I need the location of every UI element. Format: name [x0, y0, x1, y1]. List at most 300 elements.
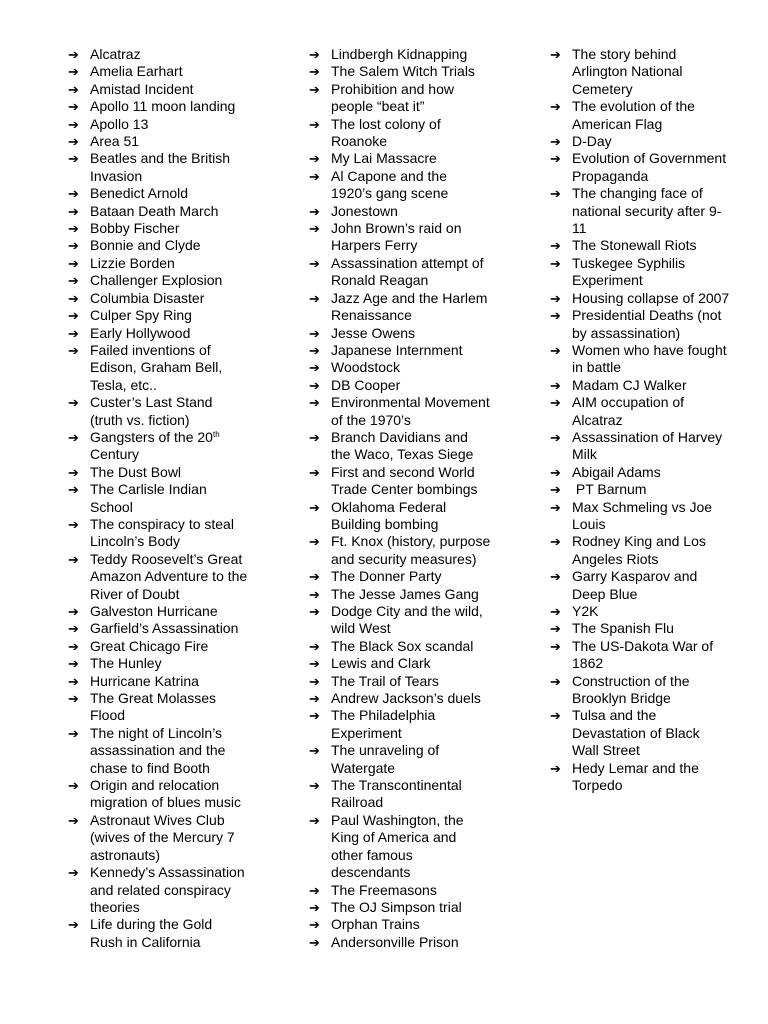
list-item-text	[331, 916, 491, 933]
list-item-text	[331, 377, 491, 394]
arrow-bullet-icon: ➔	[68, 81, 79, 97]
list-item-text	[90, 203, 248, 220]
list-item-label: The story behind Arlington National Cemetery	[572, 46, 687, 97]
list-item-text	[572, 481, 730, 498]
arrow-bullet-icon: ➔	[68, 255, 79, 271]
list-item	[309, 603, 491, 638]
list-item-text	[572, 307, 730, 342]
arrow-bullet-icon: ➔	[550, 377, 561, 393]
list-item	[309, 812, 491, 882]
arrow-bullet-icon: ➔	[68, 673, 79, 689]
list-item-text	[90, 325, 248, 342]
list-item-label: Astronaut Wives Club (wives of the Mercury 7 astronauts)	[90, 811, 239, 863]
list-item-label: Construction of the Brooklyn Bridge	[572, 672, 694, 707]
list-item	[550, 464, 730, 481]
arrow-bullet-icon: ➔	[309, 934, 320, 950]
list-item-label: The conspiracy to steal Lincoln’s Body	[90, 515, 238, 550]
list-item-text	[90, 272, 248, 289]
list-item	[550, 307, 730, 342]
list-item-text	[572, 620, 730, 637]
list-item-label: Bonnie and Clyde	[90, 237, 201, 254]
list-item-text	[90, 603, 248, 620]
list-item-label: The OJ Simpson trial	[331, 898, 462, 915]
arrow-bullet-icon: ➔	[309, 168, 320, 184]
arrow-bullet-icon: ➔	[68, 238, 79, 254]
arrow-bullet-icon: ➔	[309, 429, 320, 445]
arrow-bullet-icon: ➔	[68, 865, 79, 881]
list-item-text	[331, 255, 491, 290]
arrow-bullet-icon: ➔	[550, 47, 561, 62]
arrow-bullet-icon: ➔	[68, 464, 79, 480]
list-item	[309, 168, 491, 203]
list-item-label: My Lai Massacre	[331, 150, 437, 167]
arrow-bullet-icon: ➔	[309, 656, 320, 672]
arrow-bullet-icon: ➔	[550, 186, 561, 202]
list-item-label: Bobby Fischer	[90, 220, 180, 237]
arrow-bullet-icon: ➔	[68, 325, 79, 341]
list-item-text	[331, 673, 491, 690]
list-item-label: Origin and relocation migration of blues music	[90, 777, 241, 811]
arrow-bullet-icon: ➔	[550, 464, 561, 480]
list-item-label: Japanese Internment	[331, 341, 463, 358]
arrow-bullet-icon: ➔	[309, 342, 320, 358]
list-item-text	[331, 116, 491, 151]
arrow-bullet-icon: ➔	[309, 64, 320, 80]
list-item-label: Life during the Gold Rush in California	[90, 916, 217, 950]
list-item-text	[331, 707, 491, 742]
list-item-label: The Hunley	[90, 655, 162, 672]
arrow-bullet-icon: ➔	[68, 151, 79, 167]
list-item-text	[331, 899, 491, 916]
list-item	[550, 133, 730, 150]
arrow-bullet-icon: ➔	[68, 308, 79, 324]
arrow-bullet-icon: ➔	[309, 81, 320, 97]
list-item-label: John Brown’s raid on Harpers Ferry	[331, 220, 466, 254]
list-item	[68, 394, 248, 429]
arrow-bullet-icon: ➔	[309, 778, 320, 794]
list-item-label: Branch Davidians and the Waco, Texas Siege	[331, 428, 474, 463]
list-item-text	[90, 777, 248, 812]
arrow-bullet-icon: ➔	[309, 604, 320, 619]
list-item-label: Rodney King and Los Angeles Riots	[572, 533, 709, 567]
list-item	[309, 916, 491, 933]
arrow-bullet-icon: ➔	[550, 708, 561, 724]
list-item-label: Hurricane Katrina	[90, 672, 199, 689]
arrow-bullet-icon: ➔	[550, 134, 561, 150]
list-item	[68, 63, 248, 80]
list-item	[309, 707, 491, 742]
list-item-text	[90, 864, 248, 916]
list-item	[68, 98, 248, 115]
list-item-text	[572, 394, 730, 429]
list-item-label: Failed inventions of Edison, Graham Bell, Tesla, etc..	[90, 341, 226, 393]
list-item-label: The Salem Witch Trials	[331, 63, 475, 80]
arrow-bullet-icon: ➔	[309, 708, 320, 724]
list-item-text	[572, 533, 730, 568]
list-item-label: Teddy Roosevelt’s Great Amazon Adventure to the River of Doubt	[90, 550, 252, 602]
list-item	[68, 307, 248, 324]
list-item-text	[90, 812, 248, 864]
arrow-bullet-icon: ➔	[309, 325, 320, 341]
arrow-bullet-icon: ➔	[550, 604, 561, 619]
arrow-bullet-icon: ➔	[68, 638, 79, 654]
list-item-text	[572, 46, 730, 98]
list-item-label: Andersonville Prison	[331, 933, 459, 950]
arrow-bullet-icon: ➔	[68, 64, 79, 80]
list-item-text	[331, 325, 491, 342]
list-item-text	[572, 638, 730, 673]
list-item-label-continued: Century	[90, 428, 224, 463]
arrow-bullet-icon: ➔	[68, 221, 79, 237]
list-item-text	[331, 655, 491, 672]
list-item	[68, 464, 248, 481]
list-item	[68, 620, 248, 637]
list-item	[550, 620, 730, 637]
list-item-label: Madam CJ Walker	[572, 376, 687, 393]
arrow-bullet-icon: ➔	[550, 290, 561, 306]
list-item-text	[90, 481, 248, 516]
list-item	[309, 150, 491, 167]
list-item	[68, 342, 248, 394]
list-item-label: Tuskegee Syphilis Experiment	[572, 254, 689, 289]
list-item	[550, 568, 730, 603]
arrow-bullet-icon: ➔	[309, 377, 320, 393]
arrow-bullet-icon: ➔	[309, 743, 320, 759]
list-item-text	[331, 586, 491, 603]
arrow-bullet-icon: ➔	[68, 186, 79, 202]
list-item-label: AIM occupation of Alcatraz	[572, 394, 688, 428]
list-item-text	[331, 63, 491, 80]
list-item-label: Andrew Jackson’s duels	[331, 690, 481, 707]
list-item-label: Jonestown	[331, 202, 398, 219]
list-item-label: Al Capone and the 1920’s gang scene	[331, 167, 451, 202]
list-item-label: The evolution of the American Flag	[572, 98, 699, 132]
list-item-text	[572, 133, 730, 150]
list-item	[309, 742, 491, 777]
arrow-bullet-icon: ➔	[68, 917, 79, 933]
arrow-bullet-icon: ➔	[68, 47, 79, 62]
list-item-text	[90, 116, 248, 133]
list-item-text	[572, 150, 730, 185]
list-item	[68, 203, 248, 220]
arrow-bullet-icon: ➔	[309, 638, 320, 654]
list-item	[309, 882, 491, 899]
list-item	[68, 133, 248, 150]
list-item-text	[572, 342, 730, 377]
list-item	[68, 916, 248, 951]
arrow-bullet-icon: ➔	[309, 464, 320, 480]
arrow-bullet-icon: ➔	[550, 151, 561, 167]
arrow-bullet-icon: ➔	[550, 621, 561, 637]
arrow-bullet-icon: ➔	[309, 116, 320, 132]
list-item-text	[90, 307, 248, 324]
list-item	[550, 185, 730, 237]
list-item	[309, 359, 491, 376]
list-item	[68, 481, 248, 516]
list-item-text	[90, 237, 248, 254]
list-item-label: Lewis and Clark	[331, 655, 431, 672]
list-item-text	[331, 359, 491, 376]
list-item	[309, 464, 491, 499]
list-item-text	[90, 133, 248, 150]
list-item	[309, 777, 491, 812]
list-item-label: Presidential Deaths (not by assassination)	[572, 307, 726, 341]
arrow-bullet-icon: ➔	[68, 725, 79, 741]
list-item	[68, 690, 248, 725]
ordinal-superscript: th	[212, 429, 220, 439]
list-item	[68, 725, 248, 777]
arrow-bullet-icon: ➔	[309, 395, 320, 411]
list-item-text	[331, 464, 491, 499]
list-item-label: Amistad Incident	[90, 80, 194, 97]
list-item	[550, 98, 730, 133]
arrow-bullet-icon: ➔	[309, 882, 320, 898]
list-item-label: Max Schmeling vs Joe Louis	[572, 498, 716, 532]
arrow-bullet-icon: ➔	[550, 342, 561, 358]
list-item-text	[90, 150, 248, 185]
arrow-bullet-icon: ➔	[309, 812, 320, 828]
list-item-text	[331, 603, 491, 638]
arrow-bullet-icon: ➔	[68, 516, 79, 532]
list-item-text	[331, 568, 491, 585]
arrow-bullet-icon: ➔	[68, 656, 79, 672]
arrow-bullet-icon: ➔	[68, 273, 79, 289]
arrow-bullet-icon: ➔	[68, 290, 79, 306]
list-item-label: The lost colony of Roanoke	[331, 115, 445, 150]
list-item-label: Lindbergh Kidnapping	[331, 46, 468, 62]
arrow-bullet-icon: ➔	[550, 499, 561, 515]
list-item	[309, 638, 491, 655]
list-item-text	[331, 46, 491, 63]
list-item-label: Lizzie Borden	[90, 254, 175, 271]
list-item	[68, 81, 248, 98]
list-item	[68, 220, 248, 237]
arrow-bullet-icon: ➔	[550, 255, 561, 271]
arrow-bullet-icon: ➔	[550, 760, 561, 776]
list-item-label: PT Barnum	[572, 481, 647, 498]
list-item-label: Jazz Age and the Harlem Renaissance	[331, 289, 492, 324]
list-item	[68, 237, 248, 254]
list-item-label: Gangsters of the 20	[90, 428, 213, 445]
list-item	[550, 481, 730, 498]
list-item-label: Jesse Owens	[331, 324, 416, 341]
list-item	[309, 203, 491, 220]
list-item-label: Beatles and the British Invasion	[90, 150, 234, 184]
list-item-label: Kennedy’s Assassination and related conspiracy theories	[90, 864, 249, 915]
arrow-bullet-icon: ➔	[68, 99, 79, 115]
arrow-bullet-icon: ➔	[309, 917, 320, 933]
arrow-bullet-icon: ➔	[550, 395, 561, 411]
list-item	[309, 325, 491, 342]
list-item-text	[331, 882, 491, 899]
list-item	[309, 586, 491, 603]
list-item-text	[90, 725, 248, 777]
arrow-bullet-icon: ➔	[550, 638, 561, 654]
list-item	[550, 533, 730, 568]
list-item	[68, 864, 248, 916]
list-item-text	[90, 220, 248, 237]
list-item-label: The Black Sox scandal	[331, 637, 474, 654]
list-item-text	[90, 673, 248, 690]
list-item-text	[572, 290, 730, 307]
list-item	[550, 394, 730, 429]
list-item	[68, 116, 248, 133]
list-item	[68, 550, 252, 603]
list-item-label: Environmental Movement of the 1970’s	[331, 394, 494, 428]
list-item-label: The unraveling of Watergate	[331, 742, 444, 776]
list-item	[68, 516, 248, 551]
list-item-text	[90, 464, 248, 481]
list-item-label: Dodge City and the wild, wild West	[331, 603, 487, 637]
list-item-label: Abigail Adams	[572, 463, 661, 480]
list-item-label: The Spanish Flu	[572, 620, 674, 637]
list-item-label: Benedict Arnold	[90, 185, 189, 202]
list-item-label: Garry Kasparov and Deep Blue	[572, 568, 702, 602]
arrow-bullet-icon: ➔	[68, 134, 79, 150]
list-item-text	[331, 690, 491, 707]
arrow-bullet-icon: ➔	[68, 116, 79, 132]
list-item	[309, 81, 491, 116]
list-item	[550, 673, 730, 708]
list-item	[309, 673, 491, 690]
list-item-text	[90, 185, 248, 202]
arrow-bullet-icon: ➔	[550, 308, 561, 324]
list-item-label: Challenger Explosion	[90, 272, 223, 289]
list-item-label: Bataan Death March	[90, 202, 219, 219]
topic-column-3	[550, 46, 730, 794]
list-item-text	[572, 429, 730, 464]
list-item-text	[572, 499, 730, 534]
arrow-bullet-icon: ➔	[68, 482, 79, 498]
list-item-label: Y2K	[572, 603, 599, 619]
list-item	[309, 290, 491, 325]
arrow-bullet-icon: ➔	[550, 99, 561, 115]
list-item	[309, 63, 491, 80]
list-item	[68, 638, 248, 655]
list-item-text	[572, 568, 730, 603]
list-item	[68, 655, 248, 672]
list-item	[68, 272, 248, 289]
list-item-label: The Donner Party	[331, 568, 442, 585]
list-item	[309, 934, 491, 951]
arrow-bullet-icon: ➔	[309, 290, 320, 306]
arrow-bullet-icon: ➔	[68, 429, 79, 445]
list-item	[550, 255, 730, 290]
list-item-label: Garfield’s Assassination	[90, 620, 239, 637]
list-item-label: Great Chicago Fire	[90, 637, 209, 654]
arrow-bullet-icon: ➔	[309, 47, 320, 62]
list-item-label: Area 51	[90, 133, 140, 150]
list-item	[550, 290, 730, 307]
list-item	[309, 377, 491, 394]
list-item	[68, 673, 248, 690]
list-item-text	[331, 812, 491, 882]
list-item-label: The changing face of national security after 9-11	[572, 185, 722, 237]
arrow-bullet-icon: ➔	[550, 569, 561, 585]
list-item-text	[331, 429, 491, 464]
list-item	[309, 533, 495, 568]
list-item-label: Ft. Knox (history, purpose and security measures)	[331, 533, 495, 567]
list-item-text	[90, 342, 248, 394]
topic-column-1	[68, 46, 252, 951]
list-item-text	[331, 742, 491, 777]
list-item-label: Apollo 13	[90, 115, 149, 132]
list-item-text	[90, 516, 248, 551]
list-item-label: Assassination attempt of Ronald Reagan	[331, 254, 488, 289]
list-item-text	[572, 707, 730, 759]
arrow-bullet-icon: ➔	[309, 255, 320, 271]
list-item-label: The Stonewall Riots	[572, 237, 697, 254]
arrow-bullet-icon: ➔	[550, 238, 561, 254]
list-item-text	[90, 429, 248, 464]
list-item-text	[331, 290, 491, 325]
list-item-text	[331, 220, 491, 255]
list-item-text	[90, 63, 248, 80]
list-item-text	[331, 342, 491, 359]
arrow-bullet-icon: ➔	[68, 812, 79, 828]
list-item-label: Apollo 11 moon landing	[90, 98, 236, 115]
list-item	[309, 220, 491, 255]
list-item-label: Alcatraz	[90, 46, 141, 62]
list-item	[550, 760, 730, 795]
arrow-bullet-icon: ➔	[68, 778, 79, 794]
list-item	[68, 325, 248, 342]
list-item-text	[572, 237, 730, 254]
arrow-bullet-icon: ➔	[309, 586, 320, 602]
list-item-label: The US-Dakota War of 1862	[572, 637, 717, 672]
list-item-text	[90, 620, 248, 637]
list-item	[550, 377, 730, 394]
list-item-label: Women who have fought in battle	[572, 341, 731, 376]
list-item	[68, 46, 248, 63]
arrow-bullet-icon: ➔	[309, 691, 320, 707]
list-item	[68, 429, 248, 464]
list-item-label: Housing collapse of 2007	[572, 289, 730, 306]
list-item-label: Early Hollywood	[90, 324, 191, 341]
list-item-text	[90, 81, 248, 98]
arrow-bullet-icon: ➔	[550, 429, 561, 445]
list-item-label: The Transcontinental Railroad	[331, 777, 466, 811]
list-item	[68, 185, 248, 202]
list-item-text	[331, 777, 491, 812]
arrow-bullet-icon: ➔	[68, 551, 79, 567]
list-item-text	[331, 934, 491, 951]
arrow-bullet-icon: ➔	[309, 203, 320, 219]
list-item-text	[90, 98, 248, 115]
list-item-label: Woodstock	[331, 359, 400, 376]
arrow-bullet-icon: ➔	[68, 342, 79, 358]
list-item-label: The Great Molasses Flood	[90, 690, 220, 724]
arrow-bullet-icon: ➔	[309, 569, 320, 585]
list-item-label: Tulsa and the Devastation of Black Wall Street	[572, 707, 704, 759]
arrow-bullet-icon: ➔	[550, 534, 561, 550]
list-item-text	[90, 638, 248, 655]
list-item	[309, 342, 491, 359]
arrow-bullet-icon: ➔	[68, 203, 79, 219]
list-item	[550, 150, 730, 185]
list-item	[309, 429, 491, 464]
list-item-text	[90, 255, 248, 272]
list-item-text	[572, 98, 730, 133]
list-item-label: The Carlisle Indian School	[90, 481, 211, 515]
list-item-text	[90, 46, 248, 63]
list-item	[68, 150, 248, 185]
list-item-label: Assassination of Harvey Milk	[572, 428, 727, 463]
list-item-text	[90, 394, 248, 429]
arrow-bullet-icon: ➔	[550, 673, 561, 689]
list-item-text	[331, 150, 491, 167]
list-item-text	[572, 255, 730, 290]
